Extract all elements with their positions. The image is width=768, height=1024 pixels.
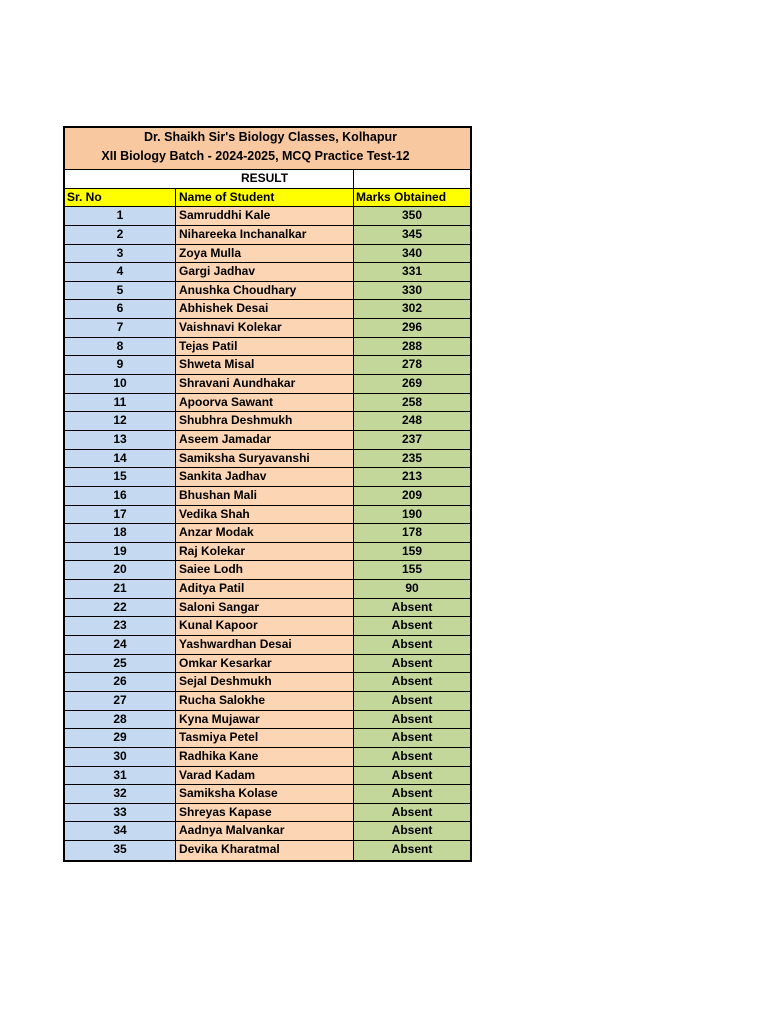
table-row: [65, 617, 470, 636]
marks-cell: 330: [354, 282, 470, 300]
table-row: [65, 524, 470, 543]
sr-no-cell: 2: [65, 226, 176, 244]
result-label: RESULT: [176, 170, 354, 188]
table-row: [65, 300, 470, 319]
student-name-cell: Saiee Lodh: [176, 561, 354, 579]
student-name-cell: Shweta Misal: [176, 356, 354, 374]
marks-cell: 350: [354, 207, 470, 225]
student-name-cell: Sejal Deshmukh: [176, 673, 354, 691]
sr-no-cell: 31: [65, 767, 176, 785]
sr-no-cell: 34: [65, 822, 176, 840]
student-name-cell: Nihareeka Inchanalkar: [176, 226, 354, 244]
header-marks: Marks Obtained: [354, 189, 470, 207]
student-name-cell: Saloni Sangar: [176, 599, 354, 617]
table-row: [65, 356, 470, 375]
sr-no-cell: 15: [65, 468, 176, 486]
table-row: [65, 543, 470, 562]
student-name-cell: Omkar Kesarkar: [176, 655, 354, 673]
table-row: [65, 599, 470, 618]
marks-cell: 288: [354, 338, 470, 356]
student-name-cell: Kyna Mujawar: [176, 711, 354, 729]
marks-cell: 90: [354, 580, 470, 598]
table-row: [65, 655, 470, 674]
marks-cell: Absent: [354, 673, 470, 691]
table-row: [65, 431, 470, 450]
result-sheet: [63, 126, 472, 862]
marks-cell: Absent: [354, 748, 470, 766]
sr-no-cell: 23: [65, 617, 176, 635]
table-row: [65, 673, 470, 692]
student-name-cell: Samiksha Suryavanshi: [176, 450, 354, 468]
student-name-cell: Kunal Kapoor: [176, 617, 354, 635]
table-row: [65, 487, 470, 506]
student-name-cell: Varad Kadam: [176, 767, 354, 785]
sr-no-cell: 7: [65, 319, 176, 337]
marks-cell: 258: [354, 394, 470, 412]
marks-cell: 269: [354, 375, 470, 393]
batch-test-title: XII Biology Batch - 2024-2025, MCQ Practice Test-12: [101, 149, 410, 163]
student-name-cell: Shravani Aundhakar: [176, 375, 354, 393]
student-name-cell: Aseem Jamadar: [176, 431, 354, 449]
sr-no-cell: 19: [65, 543, 176, 561]
header-name: Name of Student: [176, 189, 354, 207]
student-name-cell: Samiksha Kolase: [176, 785, 354, 803]
sr-no-cell: 26: [65, 673, 176, 691]
student-name-cell: Tejas Patil: [176, 338, 354, 356]
sr-no-cell: 1: [65, 207, 176, 225]
student-name-cell: Anushka Choudhary: [176, 282, 354, 300]
sr-no-cell: 29: [65, 729, 176, 747]
student-name-cell: Vedika Shah: [176, 506, 354, 524]
table-row: [65, 767, 470, 786]
marks-cell: Absent: [354, 711, 470, 729]
student-name-cell: Vaishnavi Kolekar: [176, 319, 354, 337]
title-block: [65, 128, 470, 170]
student-name-cell: Sankita Jadhav: [176, 468, 354, 486]
sr-no-cell: 12: [65, 412, 176, 430]
sr-no-cell: 16: [65, 487, 176, 505]
student-name-cell: Anzar Modak: [176, 524, 354, 542]
table-row: [65, 692, 470, 711]
student-name-cell: Shubhra Deshmukh: [176, 412, 354, 430]
sr-no-cell: 14: [65, 450, 176, 468]
student-name-cell: Zoya Mulla: [176, 245, 354, 263]
marks-cell: 178: [354, 524, 470, 542]
sr-no-cell: 11: [65, 394, 176, 412]
sr-no-cell: 5: [65, 282, 176, 300]
marks-cell: 331: [354, 263, 470, 281]
marks-cell: 278: [354, 356, 470, 374]
sr-no-cell: 22: [65, 599, 176, 617]
marks-cell: 209: [354, 487, 470, 505]
table-row: [65, 338, 470, 357]
sr-no-cell: 9: [65, 356, 176, 374]
sr-no-cell: 35: [65, 841, 176, 860]
sr-no-cell: 28: [65, 711, 176, 729]
sr-no-cell: 17: [65, 506, 176, 524]
table-row: [65, 729, 470, 748]
marks-cell: Absent: [354, 617, 470, 635]
sr-no-cell: 3: [65, 245, 176, 263]
marks-cell: Absent: [354, 822, 470, 840]
result-blank-cell-right: [354, 170, 470, 188]
student-name-cell: Tasmiya Petel: [176, 729, 354, 747]
sr-no-cell: 32: [65, 785, 176, 803]
marks-cell: 345: [354, 226, 470, 244]
marks-cell: 155: [354, 561, 470, 579]
table-row: [65, 804, 470, 823]
table-body: [65, 207, 470, 859]
table-row: [65, 282, 470, 301]
marks-cell: Absent: [354, 599, 470, 617]
student-name-cell: Shreyas Kapase: [176, 804, 354, 822]
table-row: [65, 636, 470, 655]
institute-title: Dr. Shaikh Sir's Biology Classes, Kolhapur: [143, 130, 398, 144]
table-row: [65, 263, 470, 282]
table-row: [65, 468, 470, 487]
sr-no-cell: 27: [65, 692, 176, 710]
sr-no-cell: 10: [65, 375, 176, 393]
sr-no-cell: 21: [65, 580, 176, 598]
student-name-cell: Abhishek Desai: [176, 300, 354, 318]
table-row: [65, 785, 470, 804]
marks-cell: Absent: [354, 767, 470, 785]
marks-cell: 237: [354, 431, 470, 449]
marks-cell: 190: [354, 506, 470, 524]
sr-no-cell: 13: [65, 431, 176, 449]
student-name-cell: Yashwardhan Desai: [176, 636, 354, 654]
student-name-cell: Bhushan Mali: [176, 487, 354, 505]
sr-no-cell: 8: [65, 338, 176, 356]
sr-no-cell: 20: [65, 561, 176, 579]
table-row: [65, 412, 470, 431]
student-name-cell: Samruddhi Kale: [176, 207, 354, 225]
sr-no-cell: 18: [65, 524, 176, 542]
table-row: [65, 319, 470, 338]
marks-cell: 213: [354, 468, 470, 486]
sr-no-cell: 6: [65, 300, 176, 318]
student-name-cell: Gargi Jadhav: [176, 263, 354, 281]
table-row: [65, 580, 470, 599]
sr-no-cell: 4: [65, 263, 176, 281]
result-blank-cell: [65, 170, 176, 188]
marks-cell: Absent: [354, 841, 470, 860]
student-name-cell: Rucha Salokhe: [176, 692, 354, 710]
marks-cell: 235: [354, 450, 470, 468]
student-name-cell: Devika Kharatmal: [176, 841, 354, 860]
marks-cell: Absent: [354, 729, 470, 747]
table-row: [65, 748, 470, 767]
table-header-row: [65, 189, 470, 208]
student-name-cell: Radhika Kane: [176, 748, 354, 766]
marks-cell: Absent: [354, 655, 470, 673]
marks-cell: Absent: [354, 692, 470, 710]
sr-no-cell: 24: [65, 636, 176, 654]
marks-cell: Absent: [354, 804, 470, 822]
sr-no-cell: 33: [65, 804, 176, 822]
marks-cell: 159: [354, 543, 470, 561]
table-row: [65, 245, 470, 264]
marks-cell: 340: [354, 245, 470, 263]
table-row: [65, 394, 470, 413]
student-name-cell: Aditya Patil: [176, 580, 354, 598]
student-name-cell: Apoorva Sawant: [176, 394, 354, 412]
marks-cell: 302: [354, 300, 470, 318]
marks-cell: Absent: [354, 785, 470, 803]
table-row: [65, 561, 470, 580]
student-name-cell: Aadnya Malvankar: [176, 822, 354, 840]
table-row: [65, 226, 470, 245]
sr-no-cell: 30: [65, 748, 176, 766]
table-row: [65, 506, 470, 525]
sr-no-cell: 25: [65, 655, 176, 673]
table-row: [65, 822, 470, 841]
header-sr-no: Sr. No: [65, 189, 176, 207]
table-row: [65, 450, 470, 469]
table-row: [65, 841, 470, 860]
table-row: [65, 375, 470, 394]
marks-cell: Absent: [354, 636, 470, 654]
marks-cell: 248: [354, 412, 470, 430]
marks-cell: 296: [354, 319, 470, 337]
table-row: [65, 711, 470, 730]
table-row: [65, 207, 470, 226]
result-row: [65, 170, 470, 189]
student-name-cell: Raj Kolekar: [176, 543, 354, 561]
